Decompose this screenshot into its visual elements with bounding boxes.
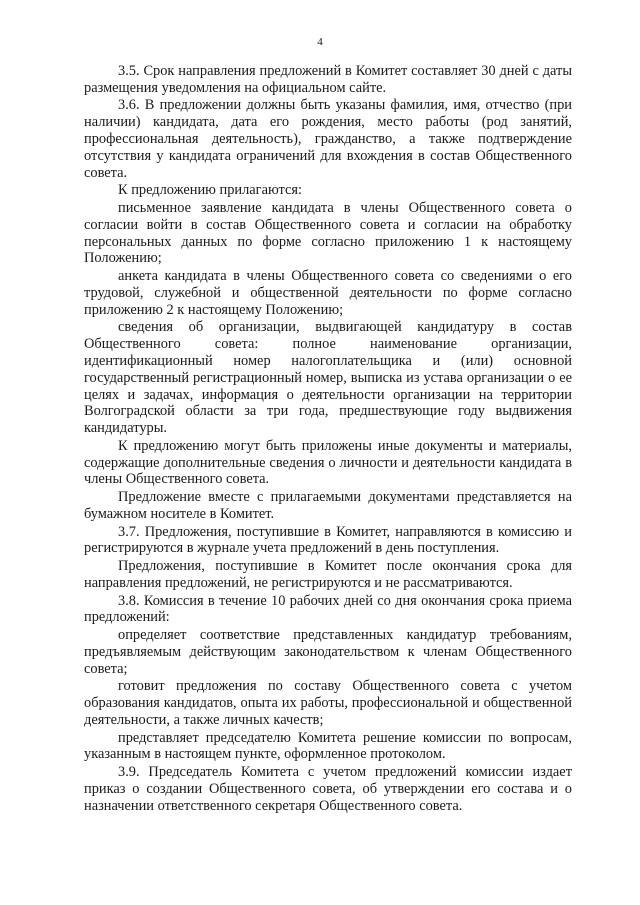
paragraph-attachments-intro: К предложению прилагаются: — [118, 182, 303, 199]
paragraph-other-documents: К предложению могут быть приложены иные документы и материалы, содержащие дополнительные сведения о личности и деятельности кандидата в члены Общественного совета. — [84, 437, 572, 488]
paragraph-application: письменное заявление кандидата в члены Общественного совета о согласии войти в состав Общественного совета и согласии на обработку персональных данных по форме согласно приложению 1 к настоящему Положению; — [84, 200, 572, 267]
paragraph-determines: определяет соответствие представленных кандидатур требованиям, предъявляемым действующим законодательством к членам Общественного совета; — [84, 627, 572, 677]
paragraph-organization-info: сведения об организации, выдвигающей кандидатуру в состав Общественного совета: полное наименование организации, идентификационный номер налогоплательщика и (или) основной государственный регистрационный номер, выписка из устава организации о ее целях и задачах, информация о деятельности организации на территории Волгоградской области за три года, предшествующие году выдвижения кандидатуры. — [84, 319, 572, 437]
paragraph-3-5: 3.5. Срок направления предложений в Комитет составляет 30 дней с даты размещения уведомления на официальном сайте. — [84, 63, 572, 96]
paragraph-3-9: 3.9. Председатель Комитета с учетом предложений комиссии издает приказ о создании Общественного совета, об утверждении его состава и о назначении ответственного секретаря Общественного совета. — [84, 764, 572, 814]
paragraph-3-7: 3.7. Предложения, поступившие в Комитет, направляются в комиссию и регистрируются в журнале учета предложений в день поступления. — [84, 523, 572, 557]
paragraph-3-6: 3.6. В предложении должны быть указаны фамилия, имя, отчество (при наличии) кандидата, дата его рождения, место работы (род занятий, профессиональная деятельность), гражданство, а также подтверждение отсутствия у кандидата ограничений для вхождения в состав Общественного совета. — [84, 97, 572, 181]
document-body — [84, 63, 572, 815]
paragraph-prepares: готовит предложения по составу Общественного совета с учетом образования кандидатов, опыта их работы, профессиональной и общественной деятельности, а также личных качеств; — [84, 678, 572, 728]
paragraph-3-8: 3.8. Комиссия в течение 10 рабочих дней со дня окончания срока приема предложений: — [84, 592, 572, 626]
paragraph-questionnaire: анкета кандидата в члены Общественного совета со сведениями о его трудовой, служебной и общественной деятельности по форме согласно приложению 2 к настоящему Положению; — [84, 268, 572, 318]
paragraph-late-proposals: Предложения, поступившие в Комитет после окончания срока для направления предложений, не регистрируются и не рассматриваются. — [84, 558, 572, 591]
paragraph-presents: представляет председателю Комитета решение комиссии по вопросам, указанным в настоящем пункте, оформленное протоколом. — [84, 729, 572, 763]
page-number: 4 — [317, 36, 323, 48]
paragraph-paper-submission: Предложение вместе с прилагаемыми документами представляется на бумажном носителе в Комитет. — [84, 489, 572, 522]
